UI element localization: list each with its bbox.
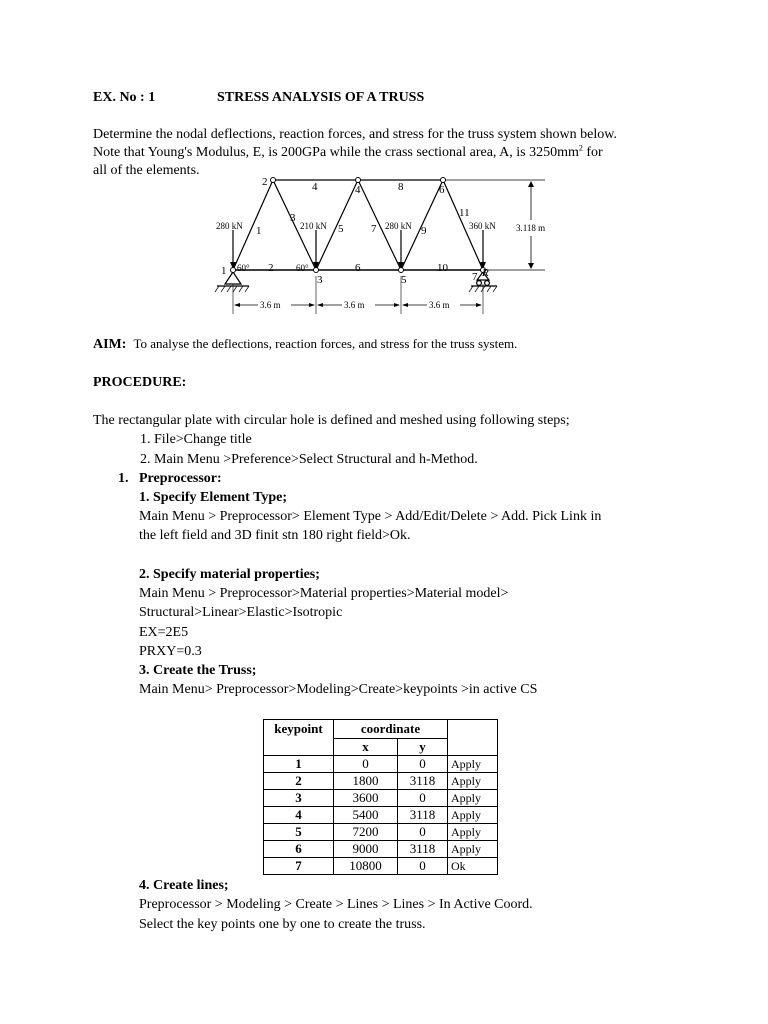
member-label-8: 8 <box>398 181 404 193</box>
step-3-title: 3. Create the Truss; <box>139 663 257 678</box>
table-row: 3 3600 0 Apply <box>264 790 498 807</box>
table-row: 4 5400 3118 Apply <box>264 807 498 824</box>
truss-diagram <box>205 172 555 317</box>
step-3-line-1: Main Menu> Preprocessor>Modeling>Create>keypoints >in active CS <box>139 682 538 697</box>
pin-support <box>225 272 241 284</box>
support-label-r: R <box>482 267 489 279</box>
step-2-line-1: Main Menu > Preprocessor>Material properties>Material model> <box>139 586 509 601</box>
load-label-4: 360 kN <box>469 221 496 231</box>
load-label-2: 210 kN <box>300 221 327 231</box>
height-label: 3.118 m <box>516 223 546 233</box>
span-label-1: 3.6 m <box>260 300 281 310</box>
member-label-3: 3 <box>290 212 296 224</box>
step-4-line-1: Preprocessor > Modeling > Create > Lines > Lines > In Active Coord. <box>139 897 533 912</box>
section-1-title: Preprocessor: <box>139 471 222 486</box>
member-label-7: 7 <box>371 223 377 235</box>
intro-line-2: Note that Young's Modulus, E, is 200GPa while the crass sectional area, A, is $3250mm^2$ for <box>93 143 603 160</box>
header-y: y <box>398 739 448 756</box>
member-label-9: 9 <box>421 225 427 237</box>
procedure-intro: The rectangular plate with circular hole is defined and meshed using following steps; <box>93 413 570 428</box>
member-label-10: 10 <box>437 262 448 274</box>
table-row: 1 0 0 Apply <box>264 756 498 773</box>
angle-label-left: 60° <box>237 263 250 273</box>
node-label-7: 7 <box>472 271 478 283</box>
member-label-6: 6 <box>355 262 361 274</box>
section-1-number: 1. <box>118 471 129 486</box>
node-label-4: 4 <box>355 184 361 196</box>
step-1-title: 1. Specify Element Type; <box>139 490 288 505</box>
pre-step-2: 2. Main Menu >Preference>Select Structural and h-Method. <box>140 452 478 467</box>
node-label-2: 2 <box>262 176 268 188</box>
header-coordinate: coordinate <box>334 720 448 739</box>
table-row: 7 10800 0 Ok <box>264 858 498 875</box>
member-label-1: 1 <box>256 225 262 237</box>
step-1-line-1: Main Menu > Preprocessor> Element Type > Add/Edit/Delete > Add. Pick Link in <box>139 509 602 524</box>
step-2-line-2: Structural>Linear>Elastic>Isotropic <box>139 605 343 620</box>
step-1-line-2: the left field and 3D finit stn 180 right field>Ok. <box>139 528 411 543</box>
angle-label-right: 60° <box>296 263 309 273</box>
procedure-heading: PROCEDURE: <box>93 375 187 390</box>
step-4-line-2: Select the key points one by one to create the truss. <box>139 917 426 932</box>
member-label-11: 11 <box>459 207 470 219</box>
table-row: 5 7200 0 Apply <box>264 824 498 841</box>
member-label-2: 2 <box>268 262 274 274</box>
step-2-prxy: PRXY=0.3 <box>139 644 202 659</box>
header-keypoint: keypoint <box>264 720 334 739</box>
step-4-title: 4. Create lines; <box>139 878 229 893</box>
node-label-6: 6 <box>439 184 445 196</box>
table-row: 2 1800 3118 Apply <box>264 773 498 790</box>
pre-step-1: 1. File>Change title <box>140 432 252 447</box>
member-label-5: 5 <box>338 223 344 235</box>
aim-section: AIM: To analyse the deflections, reaction forces, and stress for the truss system. <box>93 336 518 352</box>
exercise-number: EX. No : 1 <box>93 90 156 105</box>
intro-line-1: Determine the nodal deflections, reaction forces, and stress for the truss system shown below. <box>93 127 617 142</box>
node-label-5: 5 <box>401 274 407 286</box>
member-label-4: 4 <box>312 181 318 193</box>
node-label-1: 1 <box>221 265 227 277</box>
page-title: STRESS ANALYSIS OF A TRUSS <box>217 90 425 105</box>
header-x: x <box>334 739 398 756</box>
step-2-title: 2. Specify material properties; <box>139 567 320 582</box>
span-label-3: 3.6 m <box>429 300 450 310</box>
intro-line-3: all of the elements. <box>93 163 200 178</box>
node-label-3: 3 <box>317 274 323 286</box>
keypoint-table <box>263 719 498 875</box>
span-label-2: 3.6 m <box>344 300 365 310</box>
step-2-ex: EX=2E5 <box>139 625 189 640</box>
load-label-1: 280 kN <box>216 221 243 231</box>
table-row: 6 9000 3118 Apply <box>264 841 498 858</box>
load-label-3: 280 kN <box>385 221 412 231</box>
